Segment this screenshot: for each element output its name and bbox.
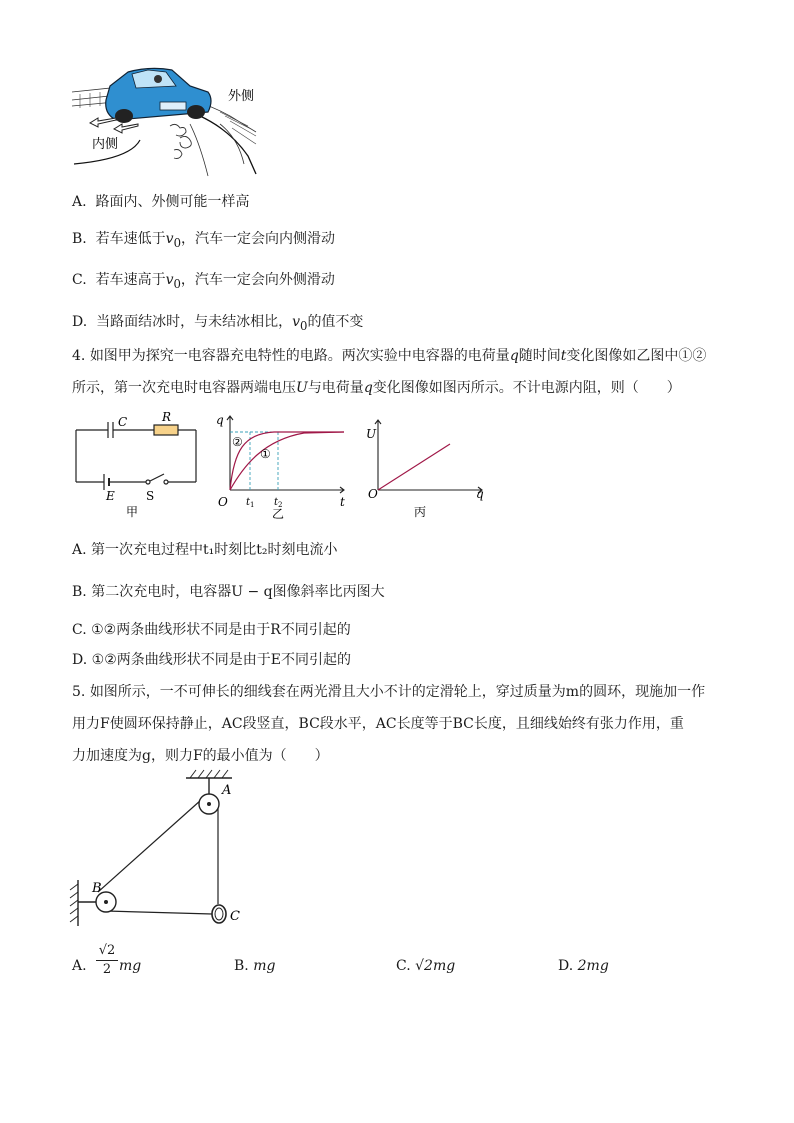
q4-option-a[interactable]: A. 第一次充电过程中t₁时刻比t₂时刻电流小 <box>72 542 338 558</box>
origin-label: O <box>368 487 378 501</box>
figure-bing-caption: 丙 <box>414 505 427 519</box>
q4-option-c[interactable]: C. ①②两条曲线形状不同是由于R不同引起的 <box>72 622 351 638</box>
q-axis-label: q <box>216 413 224 427</box>
figure-jia-caption: 甲 <box>126 505 139 519</box>
outer-side-label: 外侧 <box>228 89 255 104</box>
q-axis-label: q <box>476 487 484 501</box>
q5-option-b[interactable]: B. mg <box>234 958 276 974</box>
q5-option-a-fraction: √2 2 <box>96 942 118 979</box>
inner-side-label: 内侧 <box>92 137 119 152</box>
curve-2-label: ② <box>232 435 243 449</box>
q5-option-a-tail: mg <box>119 958 142 974</box>
q5-stem-line2: 用力F使圆环保持静止，AC段竖直，BC段水平，AC长度等于BC长度，且细线始终有张力作用，重 <box>72 716 684 732</box>
t1-label: $t_1$ <box>246 497 255 509</box>
q4-stem-line2: 所示，第一次充电时电容器两端电压U与电荷量q变化图像如图丙所示。不计电源内阻，则（ ） <box>72 380 681 396</box>
q4-stem-line1: 4. 如图甲为探究一电容器充电特性的电路。两次实验中电容器的电荷量q随时间t变化图像如乙图中①② <box>72 348 707 364</box>
pulley-ring-figure <box>66 768 256 934</box>
q3-option-c[interactable]: C. 若车速高于$v_0$，汽车一定会向外侧滑动 <box>72 272 335 291</box>
capacitor-label: C <box>118 415 128 429</box>
curve-2-line <box>230 432 344 490</box>
q-t-graph-yi <box>214 410 352 522</box>
q5-stem <box>72 676 732 772</box>
t2-label: $t_2$ <box>274 497 283 509</box>
q5-option-a[interactable]: A. <box>72 958 87 974</box>
pulley-a-label: A <box>222 783 232 798</box>
q4-option-d[interactable]: D. ①②两条曲线形状不同是由于E不同引起的 <box>72 652 351 668</box>
q3-option-d[interactable]: D. 当路面结冰时，与未结冰相比，$v_0$的值不变 <box>72 314 364 333</box>
u-q-line <box>378 444 450 490</box>
circuit-diagram-jia <box>70 412 200 522</box>
resistor-label: R <box>162 412 172 424</box>
car-on-banked-road-figure <box>70 64 270 179</box>
q5-option-c[interactable]: C. √2mg <box>396 958 456 974</box>
pulley-b-label: B <box>92 881 102 896</box>
q5-option-d[interactable]: D. 2mg <box>558 958 609 974</box>
switch-label: S <box>146 489 155 503</box>
q5-stem-line3: 力加速度为g，则力F的最小值为（ ） <box>72 748 329 764</box>
figure-yi-caption: 乙 <box>272 507 285 521</box>
t-axis-label: t <box>340 495 345 509</box>
q5-stem-line1: 5. 如图所示，一不可伸长的细线套在两光滑且大小不计的定滑轮上，穿过质量为m的圆环，现施加一作 <box>72 684 706 700</box>
emf-label: E <box>106 489 115 503</box>
q4-option-b[interactable]: B. 第二次充电时，电容器U − q图像斜率比丙图大 <box>72 584 385 600</box>
curve-1-line <box>230 432 344 490</box>
origin-label: O <box>218 495 228 509</box>
curve-1-label: ① <box>260 447 271 461</box>
q3-option-a[interactable]: A. 路面内、外侧可能一样高 <box>72 194 250 210</box>
q3-option-b[interactable]: B. 若车速低于$v_0$，汽车一定会向内侧滑动 <box>72 231 335 250</box>
ring-c-label: C <box>230 909 240 924</box>
u-axis-label: U <box>366 427 377 441</box>
q4-stem <box>72 340 732 404</box>
u-q-graph-bing <box>364 418 490 522</box>
